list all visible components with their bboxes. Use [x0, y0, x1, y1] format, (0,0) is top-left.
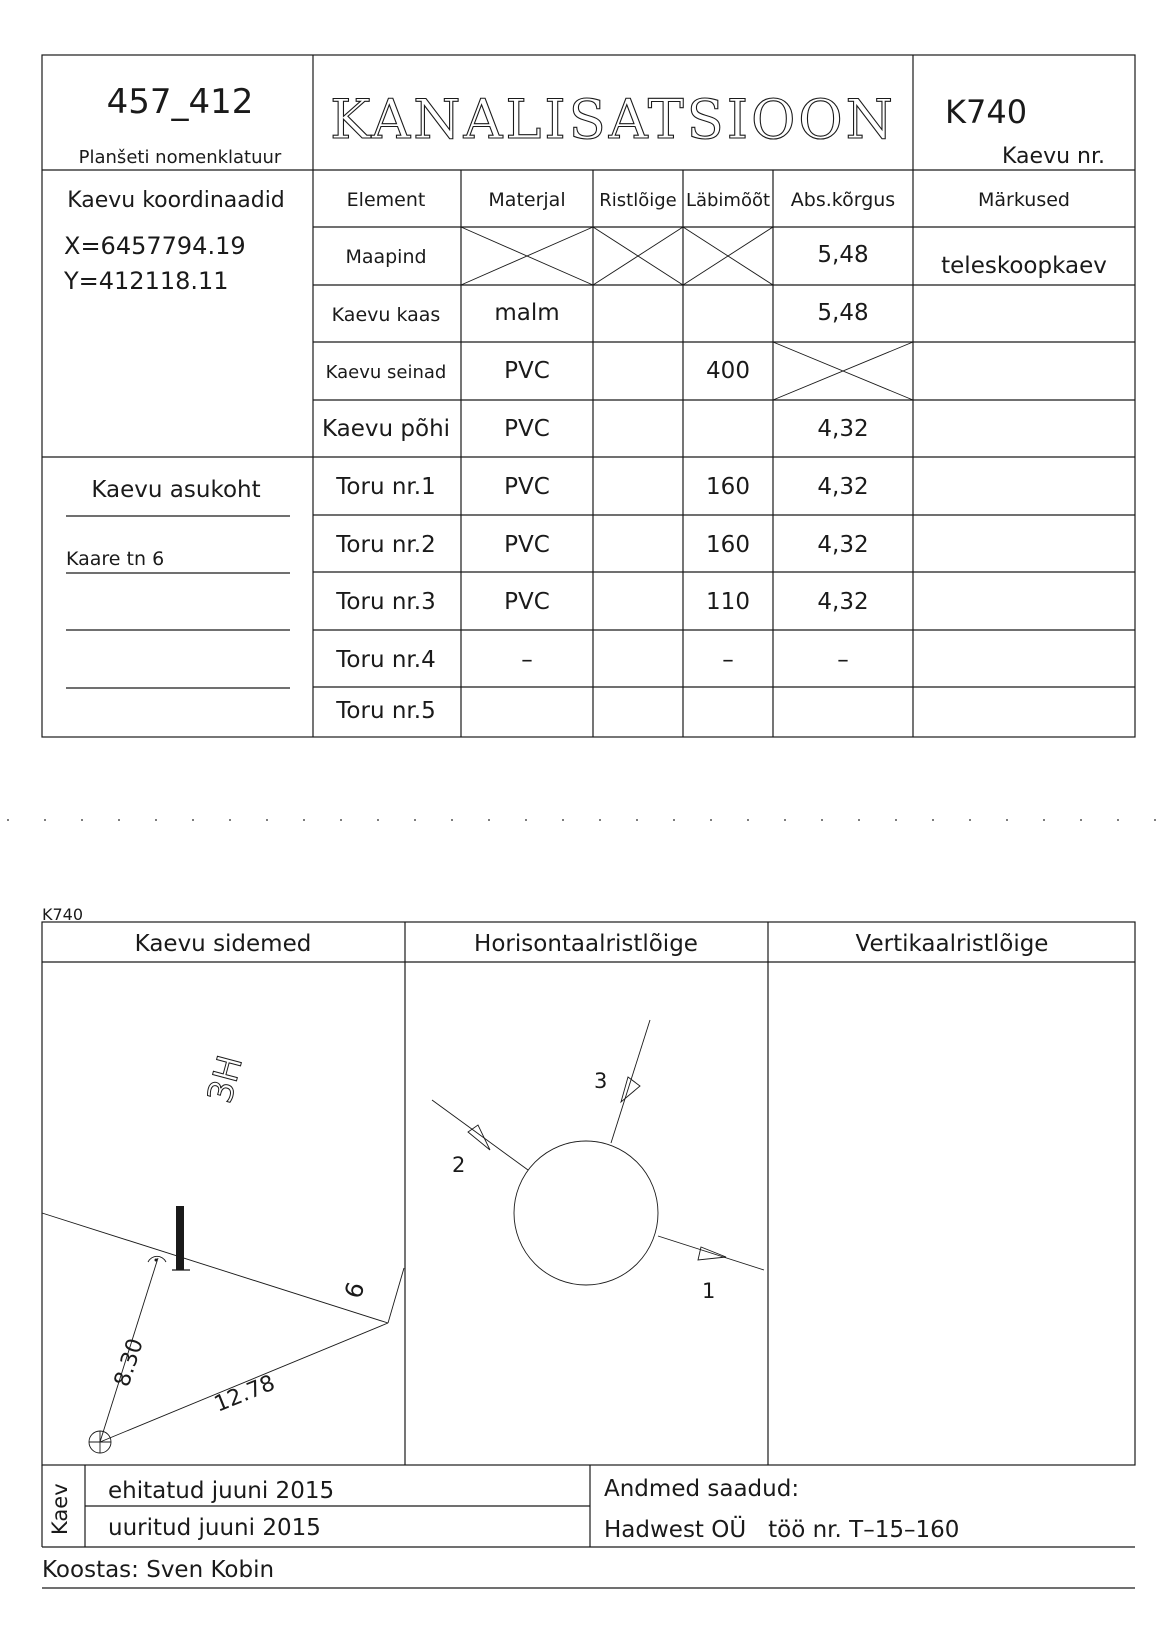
cut-line-dot	[118, 819, 120, 821]
horizontal-section	[432, 1020, 764, 1303]
pipe-1-line	[658, 1236, 764, 1270]
cut-line-dot	[858, 819, 860, 821]
col-element: Element	[346, 189, 426, 211]
row-element: Toru nr.4	[336, 647, 436, 673]
row-height: 4,32	[817, 589, 869, 615]
cut-line-dot	[599, 819, 601, 821]
surveyed-date: uuritud juuni 2015	[108, 1515, 321, 1541]
location-line-1: Kaare tn 6	[66, 548, 165, 570]
cut-line-dot	[1080, 819, 1082, 821]
table-row	[322, 416, 869, 442]
cut-line-dot	[562, 819, 564, 821]
row-notes: teleskoopkaev	[941, 253, 1107, 279]
row-diameter: 110	[706, 589, 750, 615]
cut-line-dot	[340, 819, 342, 821]
street-line	[388, 1268, 404, 1323]
building-label: 3H	[200, 1051, 251, 1108]
footer-well-label: Kaev	[48, 1483, 72, 1535]
ties-sketch	[42, 1051, 404, 1453]
coords-label: Kaevu koordinaadid	[67, 188, 285, 213]
col-material: Materjal	[488, 189, 566, 211]
pipe-3-label: 3	[594, 1069, 608, 1093]
pipe-3-line	[611, 1020, 650, 1143]
cut-line-dot	[895, 819, 897, 821]
cut-line-dot	[1043, 819, 1045, 821]
cut-line-dot	[969, 819, 971, 821]
cut-line-dot	[377, 819, 379, 821]
cut-line-dot	[1006, 819, 1008, 821]
cut-line-dot	[525, 819, 527, 821]
cut-line-dot	[1117, 819, 1119, 821]
cut-line-dot	[636, 819, 638, 821]
row-material: PVC	[504, 532, 550, 558]
well-id: K740	[945, 93, 1028, 131]
cut-line-dot	[784, 819, 786, 821]
row-material: PVC	[504, 474, 550, 500]
cut-line-dot	[192, 819, 194, 821]
panel-title-horizontal: Horisontaalristlõige	[474, 931, 698, 957]
row-material: –	[521, 647, 533, 673]
table-header	[347, 189, 1070, 211]
row-diameter: 400	[706, 358, 750, 384]
cut-line-dot	[81, 819, 83, 821]
row-height: –	[837, 647, 849, 673]
col-notes: Märkused	[978, 189, 1070, 211]
building-wall-line	[42, 1213, 388, 1323]
tie-distance-1: 8.30	[109, 1335, 149, 1390]
location-label: Kaevu asukoht	[91, 477, 261, 503]
row-element: Toru nr.3	[336, 589, 436, 615]
cut-line-dot	[229, 819, 231, 821]
drawing-well-id: K740	[42, 905, 84, 924]
row-element: Maapind	[345, 246, 427, 268]
source-label: Andmed saadud:	[604, 1476, 800, 1502]
row-material: PVC	[504, 416, 550, 442]
cut-line-dot	[266, 819, 268, 821]
row-material: PVC	[504, 589, 550, 615]
row-element: Toru nr.5	[336, 698, 436, 724]
row-element: Kaevu kaas	[331, 304, 441, 326]
pipe-1-label: 1	[702, 1279, 716, 1303]
page-title: KANALISATSIOON	[330, 88, 896, 151]
table-row	[335, 532, 868, 558]
row-diameter: –	[722, 647, 734, 673]
sheet-number: 457_412	[106, 82, 254, 122]
row-height: 4,32	[817, 474, 869, 500]
row-material: malm	[494, 300, 560, 326]
street-number: 6	[339, 1278, 371, 1302]
coord-x: X=6457794.19	[64, 232, 246, 260]
cut-line-dot	[932, 819, 934, 821]
table-row	[335, 474, 868, 500]
well-label: Kaevu nr.	[1002, 144, 1105, 169]
row-element: Toru nr.1	[336, 474, 436, 500]
cut-line-dot	[747, 819, 749, 821]
table-row	[335, 589, 868, 615]
cut-line-dot	[488, 819, 490, 821]
col-diameter: Läbimõõt	[685, 190, 771, 211]
survey-point-icon	[89, 1431, 111, 1453]
cut-line-dot	[710, 819, 712, 821]
table-row	[335, 647, 848, 673]
panel-title-ties: Kaevu sidemed	[134, 931, 312, 957]
compiled-by: Koostas: Sven Kobin	[42, 1557, 275, 1583]
cut-line-dot	[451, 819, 453, 821]
source-value: Hadwest OÜ töö nr. T–15–160	[604, 1517, 960, 1543]
row-height: 4,32	[817, 532, 869, 558]
cut-line	[7, 819, 1156, 821]
row-height: 5,48	[817, 242, 869, 268]
row-material: PVC	[504, 358, 550, 384]
cut-line-dot	[155, 819, 157, 821]
col-cross: Ristlõige	[599, 190, 677, 211]
table-row	[326, 358, 750, 384]
table-row	[332, 300, 869, 326]
drawing-frame	[42, 922, 1135, 1465]
cut-line-dot	[44, 819, 46, 821]
cut-line-dot	[821, 819, 823, 821]
panel-title-vertical: Vertikaalristlõige	[855, 931, 1049, 957]
row-element: Kaevu põhi	[321, 416, 451, 442]
building-corner-marker	[176, 1206, 184, 1270]
row-element: Kaevu seinad	[325, 362, 447, 383]
well-circle	[514, 1141, 658, 1285]
row-height: 5,48	[817, 300, 869, 326]
table-row	[345, 242, 1106, 279]
cut-line-dot	[1154, 819, 1156, 821]
row-element: Toru nr.2	[336, 532, 436, 558]
cut-line-dot	[414, 819, 416, 821]
row-diameter: 160	[706, 474, 750, 500]
coord-y: Y=412118.11	[64, 267, 229, 295]
tie-distance-2: 12.78	[210, 1370, 279, 1418]
cut-line-dot	[7, 819, 9, 821]
pipe-2-label: 2	[452, 1153, 466, 1177]
col-height: Abs.kõrgus	[790, 189, 896, 211]
row-height: 4,32	[817, 416, 869, 442]
cut-line-dot	[303, 819, 305, 821]
table-row	[335, 698, 435, 724]
sheet-label: Planšeti nomenklatuur	[78, 147, 282, 168]
pipe-2-line	[432, 1100, 528, 1170]
row-diameter: 160	[706, 532, 750, 558]
cut-line-dot	[673, 819, 675, 821]
built-date: ehitatud juuni 2015	[108, 1478, 335, 1504]
